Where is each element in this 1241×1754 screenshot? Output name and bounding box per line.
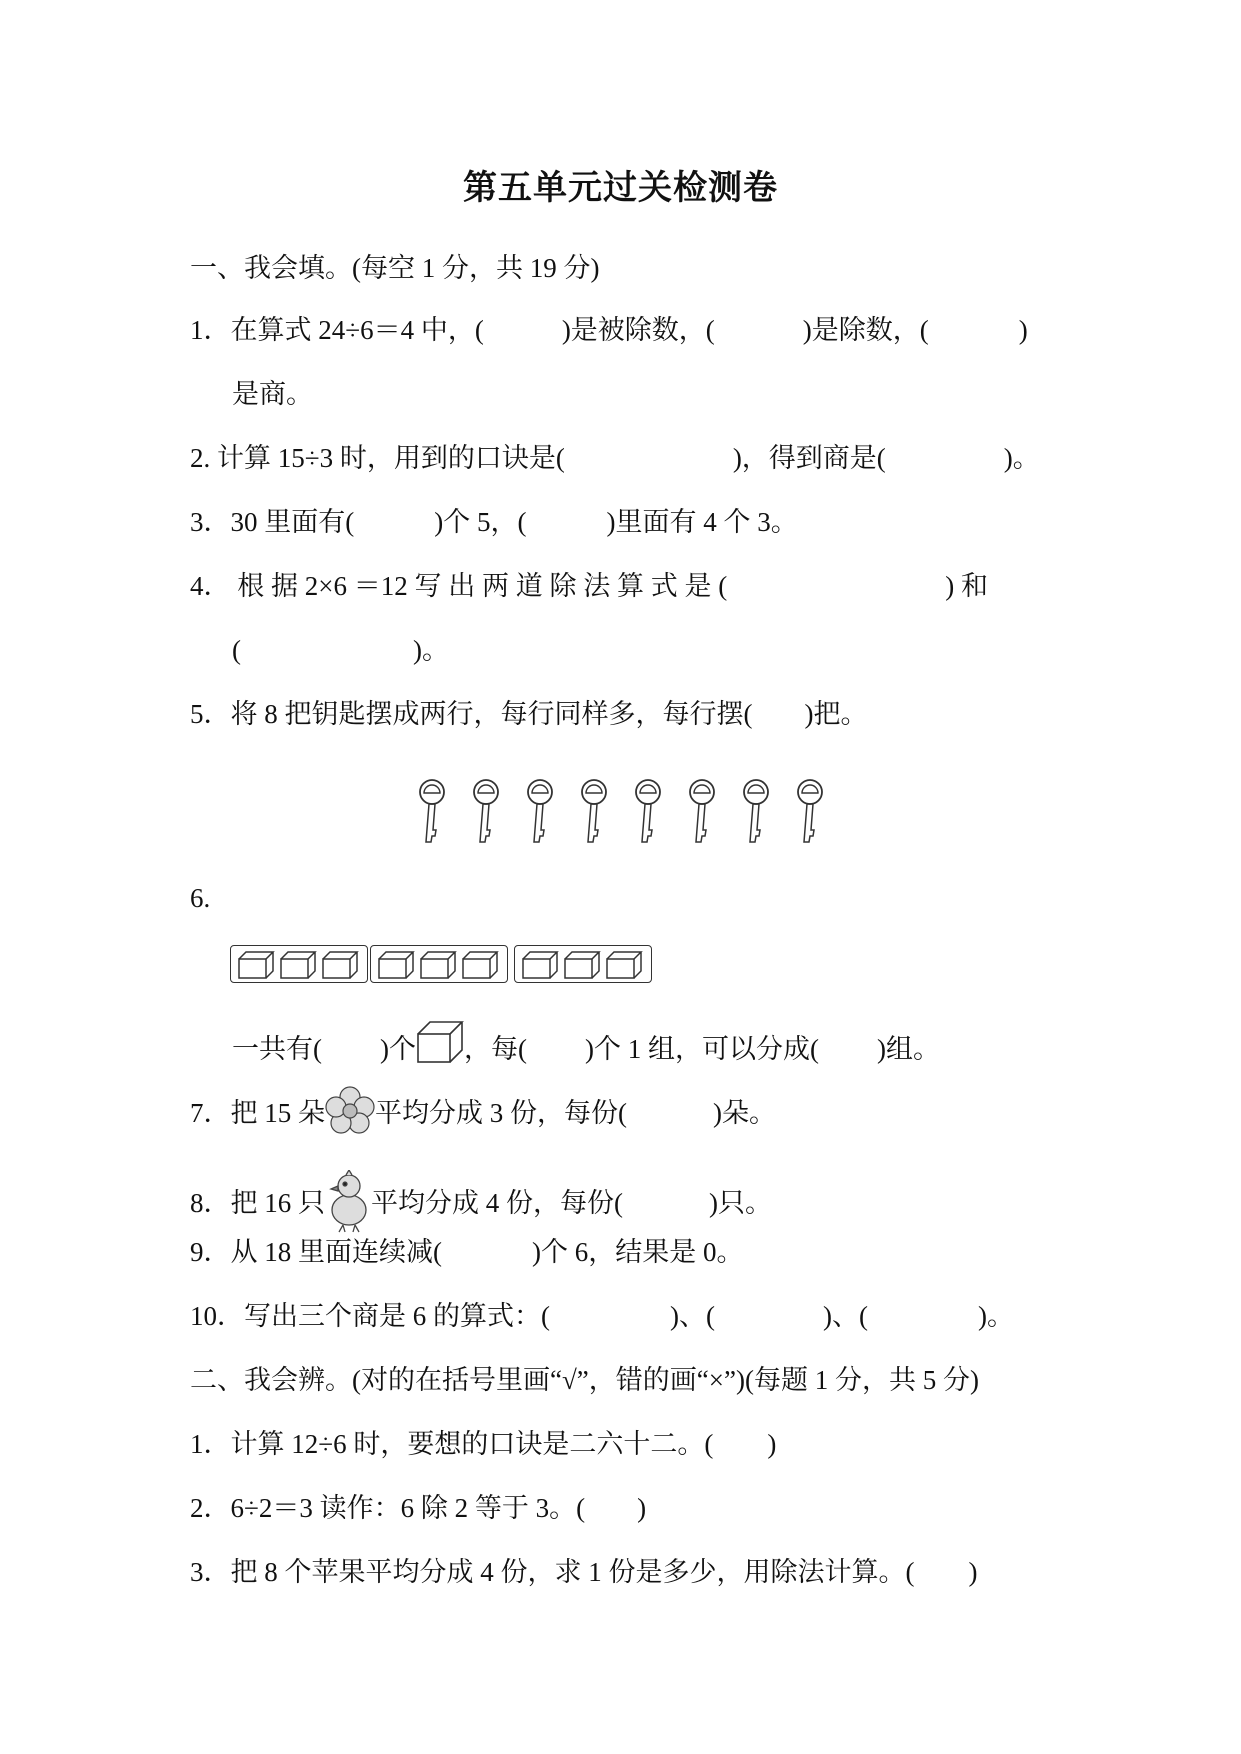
key-icon bbox=[413, 778, 451, 844]
question-8 bbox=[190, 1170, 772, 1234]
judge-question-2 bbox=[190, 1490, 646, 1526]
question-6: 6. bbox=[190, 883, 211, 913]
q6-text-d: )个 1 组，可以分成( bbox=[585, 1034, 819, 1064]
question-1-cont: 是商。 bbox=[232, 379, 313, 409]
chick-icon bbox=[325, 1170, 371, 1234]
key-icon bbox=[575, 778, 613, 844]
key-icon bbox=[467, 778, 505, 844]
question-10 bbox=[190, 1298, 1014, 1334]
cube-group bbox=[370, 945, 508, 983]
j3-text-b: ) bbox=[968, 1557, 978, 1587]
q8-text-c: )只。 bbox=[709, 1188, 772, 1218]
j1-text-b: ) bbox=[767, 1429, 777, 1459]
q8-text-b: 平均分成 4 份，每份( bbox=[371, 1188, 623, 1218]
key-icon bbox=[791, 778, 829, 844]
q3-text-c: )里面有 4 个 3。 bbox=[606, 507, 798, 537]
key-icon bbox=[521, 778, 559, 844]
q4-text-c: ( bbox=[232, 635, 241, 665]
section1-heading: 一、我会填。(每空 1 分，共 19 分) bbox=[190, 253, 600, 283]
q4-text-d: )。 bbox=[413, 635, 449, 665]
question-2 bbox=[190, 440, 1040, 476]
question-1 bbox=[190, 312, 1028, 348]
key-icon bbox=[629, 778, 667, 844]
q10-text-b: )、( bbox=[670, 1301, 715, 1331]
q2-text-a: 2. 计算 15÷3 时，用到的口诀是( bbox=[190, 443, 565, 473]
question-6-text bbox=[232, 1020, 940, 1067]
q10-text-a: 10．写出三个商是 6 的算式：( bbox=[190, 1301, 550, 1331]
q6-text-a: 一共有( bbox=[232, 1034, 322, 1064]
q9-text-b: )个 6，结果是 0。 bbox=[532, 1237, 744, 1267]
flower-icon bbox=[325, 1086, 375, 1136]
q10-text-c: )、( bbox=[822, 1301, 868, 1331]
q1-text-b: )是被除数，( bbox=[561, 315, 715, 345]
q1-text-c: )是除数，( bbox=[802, 315, 929, 345]
cube-icon bbox=[521, 950, 645, 980]
q9-text-a: 9．从 18 里面连续减( bbox=[190, 1237, 442, 1267]
q3-text-a: 3．30 里面有( bbox=[190, 507, 355, 537]
cube-icon bbox=[237, 950, 361, 980]
section2-heading: 二、我会辨。(对的在括号里画“√”，错的画“×”)(每题 1 分，共 5 分) bbox=[190, 1365, 979, 1395]
cube-icon bbox=[377, 950, 501, 980]
q4-text-a: 4． 根 据 2×6 ＝12 写 出 两 道 除 法 算 式 是 ( bbox=[190, 571, 728, 601]
question-3 bbox=[190, 504, 798, 540]
q8-text-a: 8．把 16 只 bbox=[190, 1188, 325, 1218]
key-icon bbox=[737, 778, 775, 844]
q5-text-b: )把。 bbox=[804, 699, 868, 729]
q6-text-e: )组。 bbox=[876, 1034, 940, 1064]
q3-text-b: )个 5，( bbox=[434, 507, 527, 537]
cube-group bbox=[230, 945, 368, 983]
q7-text-c: )朵。 bbox=[713, 1098, 776, 1128]
question-4 bbox=[190, 568, 988, 604]
j1-text-a: 1．计算 12÷6 时，要想的口诀是二六十二。( bbox=[190, 1429, 714, 1459]
q5-text-a: 5．将 8 把钥匙摆成两行，每行同样多，每行摆( bbox=[190, 699, 753, 729]
cube-group bbox=[514, 945, 652, 983]
q10-text-d: )。 bbox=[977, 1301, 1014, 1331]
q7-text-a: 7．把 15 朵 bbox=[190, 1098, 325, 1128]
q1-text-d: ) bbox=[1018, 315, 1028, 345]
question-9 bbox=[190, 1234, 744, 1270]
question-5 bbox=[190, 696, 868, 732]
cube-icon bbox=[416, 1020, 464, 1064]
judge-question-3 bbox=[190, 1554, 978, 1590]
q6-text-b: )个 bbox=[380, 1034, 416, 1064]
j3-text-a: 3．把 8 个苹果平均分成 4 份，求 1 份是多少，用除法计算。( bbox=[190, 1557, 915, 1587]
q7-text-b: 平均分成 3 份，每份( bbox=[375, 1098, 627, 1128]
key-icon bbox=[683, 778, 721, 844]
question-4-cont bbox=[232, 632, 449, 668]
page-title: 第五单元过关检测卷 bbox=[463, 168, 778, 208]
j2-text-a: 2．6÷2＝3 读作：6 除 2 等于 3。( bbox=[190, 1493, 586, 1523]
judge-question-1 bbox=[190, 1426, 776, 1462]
q2-text-c: )。 bbox=[1003, 443, 1040, 473]
q1-text-a: 1．在算式 24÷6＝4 中，( bbox=[190, 315, 484, 345]
q4-text-b: ) 和 bbox=[945, 571, 988, 601]
j2-text-b: ) bbox=[637, 1493, 647, 1523]
q6-text-c: ，每( bbox=[464, 1034, 527, 1064]
q2-text-b: )，得到商是( bbox=[732, 443, 886, 473]
question-7 bbox=[190, 1086, 776, 1136]
